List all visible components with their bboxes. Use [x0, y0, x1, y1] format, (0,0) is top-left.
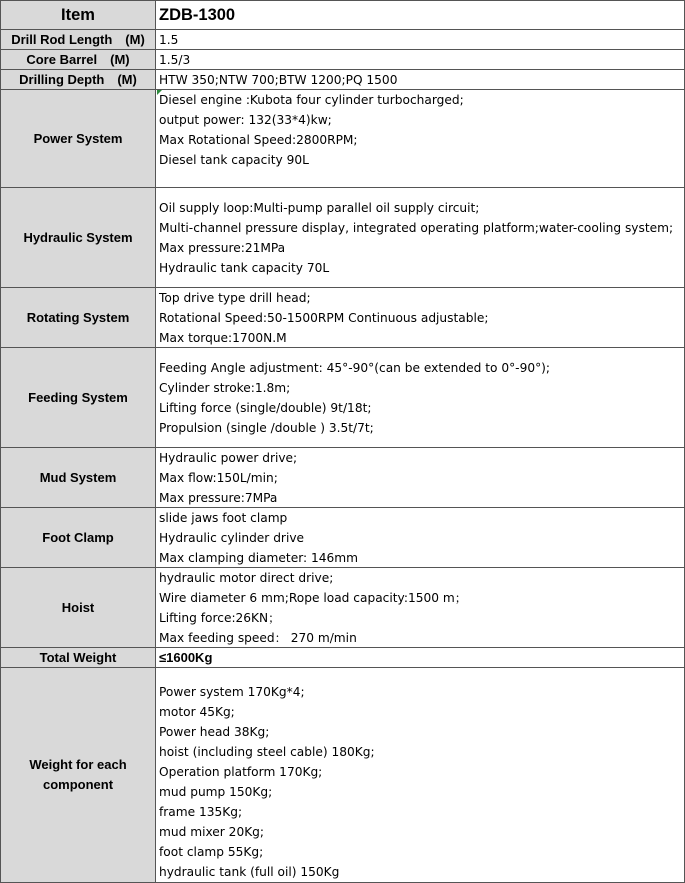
row-label-core-barrel: Core Barrel (M): [0, 50, 156, 70]
value-line: Hydraulic cylinder drive: [159, 530, 305, 545]
value-line: 1.5/3: [159, 52, 191, 67]
value-line: Top drive type drill head;: [159, 290, 311, 305]
value-line: hydraulic motor direct drive;: [159, 570, 334, 585]
value-line: frame 135Kg;: [159, 805, 243, 819]
value-line: Hydraulic tank capacity 70L: [159, 260, 330, 275]
value-line: Propulsion (single /double ) 3.5t/7t;: [159, 420, 374, 435]
value-line: output power: 132(33*4)kw;: [159, 113, 332, 127]
row-label-component-weights: [0, 668, 156, 883]
value-line: Rotational Speed:50-1500RPM Continuous adjustable;: [159, 310, 489, 325]
value-line: Lifting force:26KN；: [159, 610, 281, 625]
value-line: foot clamp 55Kg;: [159, 845, 264, 859]
row-label-mud-system: Mud System: [0, 448, 156, 508]
value-line: Max torque:1700N.M: [159, 330, 287, 345]
row-value-mud-system: [156, 448, 685, 508]
value-line: motor 45Kg;: [159, 705, 235, 719]
value-line: Feeding Angle adjustment: 45°-90°(can be extended to 0°-90°);: [159, 360, 551, 375]
value-line: Hydraulic power drive;: [159, 450, 298, 465]
row-label-hydraulic-system: Hydraulic System: [0, 188, 156, 288]
value-line: HTW 350;NTW 700;BTW 1200;PQ 1500: [159, 72, 398, 87]
row-value-hoist: [156, 568, 685, 648]
value-line: hoist (including steel cable) 180Kg;: [159, 745, 375, 759]
row-value-hydraulic-system: [156, 188, 685, 288]
label-line: Weight for each: [29, 757, 127, 772]
row-label-drilling-depth: Drilling Depth (M): [0, 70, 156, 90]
header-model-value: ZDB-1300: [156, 0, 685, 30]
value-line: hydraulic tank (full oil) 150Kg: [159, 865, 340, 879]
value-line: Power system 170Kg*4;: [159, 685, 305, 699]
value-line: Multi-channel pressure display, integrated operating platform;water-cooling system;: [159, 220, 674, 235]
row-value-drill-rod-length: [156, 30, 685, 50]
row-label-feeding-system: Feeding System: [0, 348, 156, 448]
value-line: Max pressure:7MPa: [159, 490, 278, 505]
row-value-component-weights: [156, 668, 685, 883]
value-line: Diesel engine :Kubota four cylinder turbocharged;: [159, 93, 464, 107]
row-label-rotating-system: Rotating System: [0, 288, 156, 348]
value-line: Wire diameter 6 mm;Rope load capacity:1500 m；: [159, 590, 467, 605]
value-line: Cylinder stroke:1.8m;: [159, 380, 291, 395]
value-line: mud mixer 20Kg;: [159, 825, 265, 839]
value-line: Oil supply loop:Multi-pump parallel oil supply circuit;: [159, 200, 480, 215]
row-label-foot-clamp: Foot Clamp: [0, 508, 156, 568]
value-line: 1.5: [159, 32, 179, 47]
row-value-foot-clamp: [156, 508, 685, 568]
row-label-power-system: Power System: [0, 90, 156, 188]
cell-comment-marker: [157, 90, 162, 95]
row-value-power-system: [156, 90, 685, 188]
row-label-hoist: Hoist: [0, 568, 156, 648]
value-line: Power head 38Kg;: [159, 725, 270, 739]
value-line: Max Rotational Speed:2800RPM;: [159, 133, 358, 147]
header-item-label: Item: [0, 0, 156, 30]
row-label-drill-rod-length: Drill Rod Length (M): [0, 30, 156, 50]
row-value-core-barrel: [156, 50, 685, 70]
row-value-feeding-system: [156, 348, 685, 448]
value-line: Diesel tank capacity 90L: [159, 153, 309, 167]
value-line: Max feeding speed： 270 m/min: [159, 630, 357, 645]
row-value-total-weight: [156, 648, 685, 668]
value-line: slide jaws foot clamp: [159, 510, 288, 525]
label-line: component: [42, 777, 114, 792]
value-line: mud pump 150Kg;: [159, 785, 273, 799]
value-line: Max flow:150L/min;: [159, 470, 278, 485]
value-line: Max pressure:21MPa: [159, 240, 286, 255]
value-line: ≤1600Kg: [159, 649, 213, 665]
value-line: Lifting force (single/double) 9t/18t;: [159, 400, 372, 415]
value-line: Max clamping diameter: 146mm: [159, 550, 358, 565]
row-value-rotating-system: [156, 288, 685, 348]
row-label-total-weight: Total Weight: [0, 648, 156, 668]
row-value-drilling-depth: [156, 70, 685, 90]
value-line: Operation platform 170Kg;: [159, 765, 323, 779]
